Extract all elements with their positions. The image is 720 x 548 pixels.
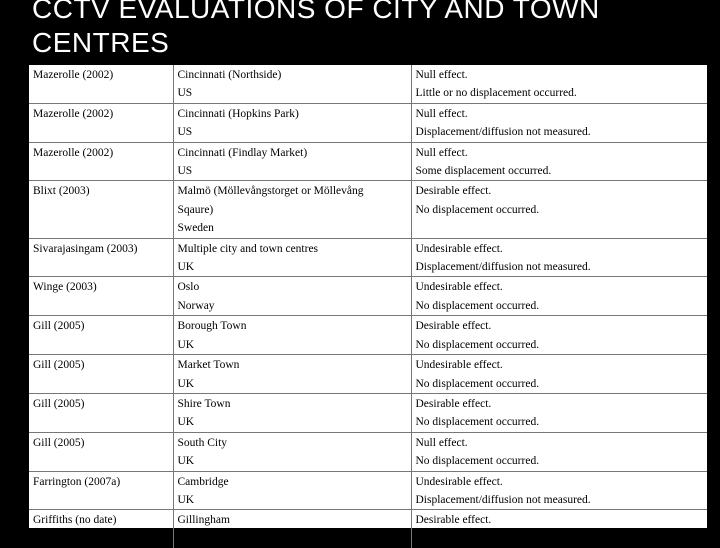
location-cell xyxy=(173,510,411,548)
result-line: Little or no displacement occurred. xyxy=(415,87,577,100)
location-line: UK xyxy=(177,261,195,274)
study-label: Mazerolle (2002) xyxy=(33,69,114,81)
study-cell xyxy=(29,238,173,277)
result-cell xyxy=(411,65,707,103)
location-cell xyxy=(173,142,411,181)
location-line: Malmö (Möllevångstorget or Möllevång xyxy=(177,185,364,198)
table-row xyxy=(29,65,707,103)
result-line: Null effect. xyxy=(415,69,468,81)
result-cell xyxy=(411,238,707,277)
study-cell xyxy=(29,510,173,548)
result-line: No displacement occurred. xyxy=(415,377,540,390)
location-line: Cincinnati (Northside) xyxy=(177,69,282,81)
location-line: Sqaure) xyxy=(177,203,214,216)
location-line: UK xyxy=(177,338,195,351)
location-line: Cincinnati (Hopkins Park) xyxy=(177,107,299,120)
location-line: Cincinnati (Findlay Market) xyxy=(177,146,308,159)
study-label: Blixt (2003) xyxy=(33,185,90,198)
table-row xyxy=(29,432,707,471)
result-line: Undesirable effect. xyxy=(415,359,503,372)
result-cell xyxy=(411,355,707,394)
location-line: Gillingham xyxy=(177,514,230,527)
location-line: US xyxy=(177,165,193,178)
study-label: Gill (2005) xyxy=(33,436,85,449)
result-cell xyxy=(411,277,707,316)
result-line: No displacement occurred. xyxy=(415,416,540,429)
study-cell xyxy=(29,432,173,471)
result-cell xyxy=(411,471,707,510)
result-line: No displacement occurred. xyxy=(415,338,540,351)
table-row xyxy=(29,316,707,355)
study-label: Gill (2005) xyxy=(33,397,85,410)
location-cell xyxy=(173,432,411,471)
study-cell xyxy=(29,142,173,181)
location-cell xyxy=(173,393,411,432)
location-line: UK xyxy=(177,532,195,545)
evaluations-table-body xyxy=(29,65,707,548)
table-row xyxy=(29,471,707,510)
study-cell xyxy=(29,277,173,316)
location-line: US xyxy=(177,87,193,100)
table-row xyxy=(29,355,707,394)
location-line: Norway xyxy=(177,299,215,312)
location-line: South City xyxy=(177,436,228,449)
location-line: UK xyxy=(177,416,195,429)
study-label: Sivarajasingam (2003) xyxy=(33,242,138,255)
study-cell xyxy=(29,355,173,394)
location-cell xyxy=(173,181,411,238)
result-line: Displacement/diffusion not measured. xyxy=(415,532,591,545)
study-label: Gill (2005) xyxy=(33,320,85,333)
location-line: Borough Town xyxy=(177,320,247,333)
result-line: Desirable effect. xyxy=(415,320,492,333)
table-row xyxy=(29,510,707,548)
location-line: Shire Town xyxy=(177,397,231,410)
location-line: Sweden xyxy=(177,222,214,235)
study-label: Griffiths (no date) xyxy=(33,514,117,527)
study-label: Farrington (2007a) xyxy=(33,475,121,488)
result-cell xyxy=(411,510,707,548)
table-row xyxy=(29,277,707,316)
table-row xyxy=(29,238,707,277)
result-line: Displacement/diffusion not measured. xyxy=(415,126,591,139)
table-row xyxy=(29,142,707,181)
study-label: Gill (2005) xyxy=(33,359,85,372)
result-line: No displacement occurred. xyxy=(415,203,540,216)
location-line: US xyxy=(177,126,193,139)
location-line: UK xyxy=(177,455,195,468)
evaluations-table xyxy=(29,65,707,548)
study-cell xyxy=(29,65,173,103)
location-cell xyxy=(173,355,411,394)
result-line: Undesirable effect. xyxy=(415,281,503,294)
result-line: Undesirable effect. xyxy=(415,475,503,488)
table-row xyxy=(29,393,707,432)
location-cell xyxy=(173,238,411,277)
study-cell xyxy=(29,181,173,238)
table-row xyxy=(29,103,707,142)
result-line: Some displacement occurred. xyxy=(415,165,552,178)
result-line: Undesirable effect. xyxy=(415,242,503,255)
study-cell xyxy=(29,103,173,142)
result-line: No displacement occurred. xyxy=(415,455,540,468)
study-cell xyxy=(29,393,173,432)
study-label: Mazerolle (2002) xyxy=(33,146,114,159)
evaluations-table-container xyxy=(29,65,707,545)
location-line: Market Town xyxy=(177,359,240,372)
location-line: Cambridge xyxy=(177,475,229,488)
result-line: Null effect. xyxy=(415,436,468,449)
location-line: Multiple city and town centres xyxy=(177,242,319,255)
result-line: Desirable effect. xyxy=(415,514,492,527)
location-line: UK xyxy=(177,493,195,506)
result-cell xyxy=(411,393,707,432)
location-cell xyxy=(173,471,411,510)
result-line: Displacement/diffusion not measured. xyxy=(415,493,591,506)
study-label: Mazerolle (2002) xyxy=(33,107,114,120)
location-cell xyxy=(173,316,411,355)
table-row xyxy=(29,181,707,238)
study-cell xyxy=(29,471,173,510)
result-cell xyxy=(411,142,707,181)
study-label: Winge (2003) xyxy=(33,281,97,294)
location-cell xyxy=(173,277,411,316)
result-cell xyxy=(411,181,707,238)
location-line: UK xyxy=(177,377,195,390)
study-cell xyxy=(29,316,173,355)
result-line: Desirable effect. xyxy=(415,185,492,198)
location-cell xyxy=(173,65,411,103)
result-cell xyxy=(411,316,707,355)
result-line: Null effect. xyxy=(415,107,468,120)
result-line: No displacement occurred. xyxy=(415,299,540,312)
result-cell xyxy=(411,432,707,471)
result-cell xyxy=(411,103,707,142)
location-line: Oslo xyxy=(177,281,200,294)
result-line: Desirable effect. xyxy=(415,397,492,410)
slide-title: CCTV EVALUATIONS OF CITY AND TOWN CENTRES xyxy=(32,0,600,58)
location-cell xyxy=(173,103,411,142)
result-line: Null effect. xyxy=(415,146,468,159)
result-line: Displacement/diffusion not measured. xyxy=(415,261,591,274)
